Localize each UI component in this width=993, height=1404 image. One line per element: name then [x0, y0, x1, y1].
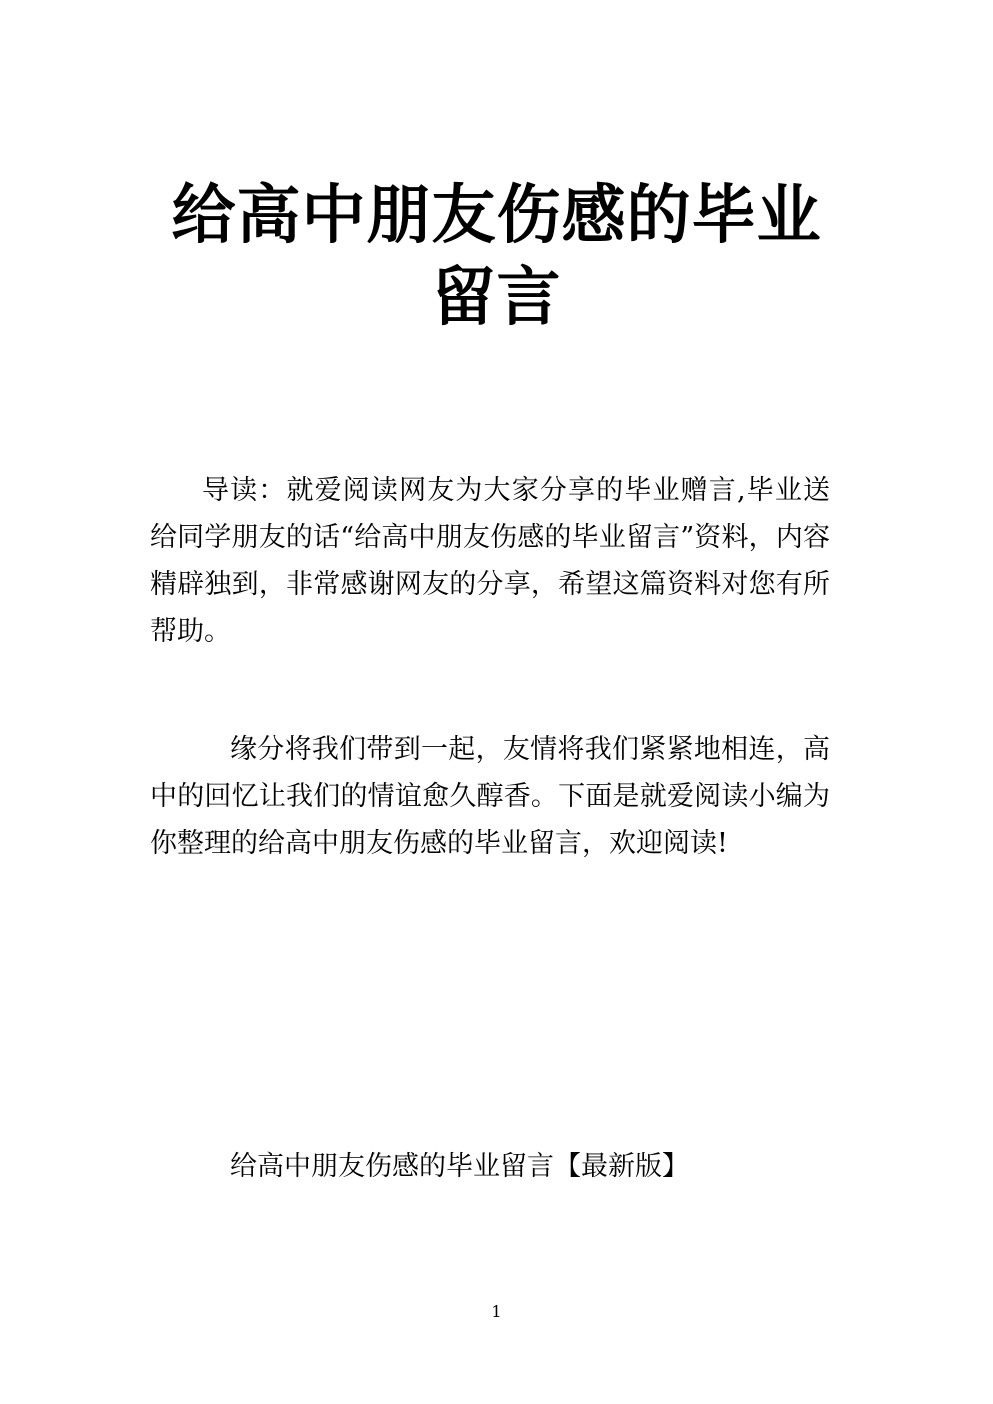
section-heading: 给高中朋友伤感的毕业留言【最新版】	[230, 1151, 689, 1182]
page-number: 1	[491, 1302, 502, 1321]
body-paragraph: 缘分将我们带到一起，友情将我们紧紧地相连，高中的回忆让我们的情谊愈久醇香。下面是就爱阅读小编为你整理的给高中朋友伤感的毕业留言，欢迎阅读!	[150, 734, 830, 859]
intro-paragraph: 导读：就爱阅读网友为大家分享的毕业赠言,毕业送给同学朋友的话“给高中朋友伤感的毕业留言”资料，内容精辟独到，非常感谢网友的分享，希望这篇资料对您有所帮助。	[150, 475, 830, 647]
document-title: 给高中朋友伤感的毕业留言	[171, 178, 822, 335]
